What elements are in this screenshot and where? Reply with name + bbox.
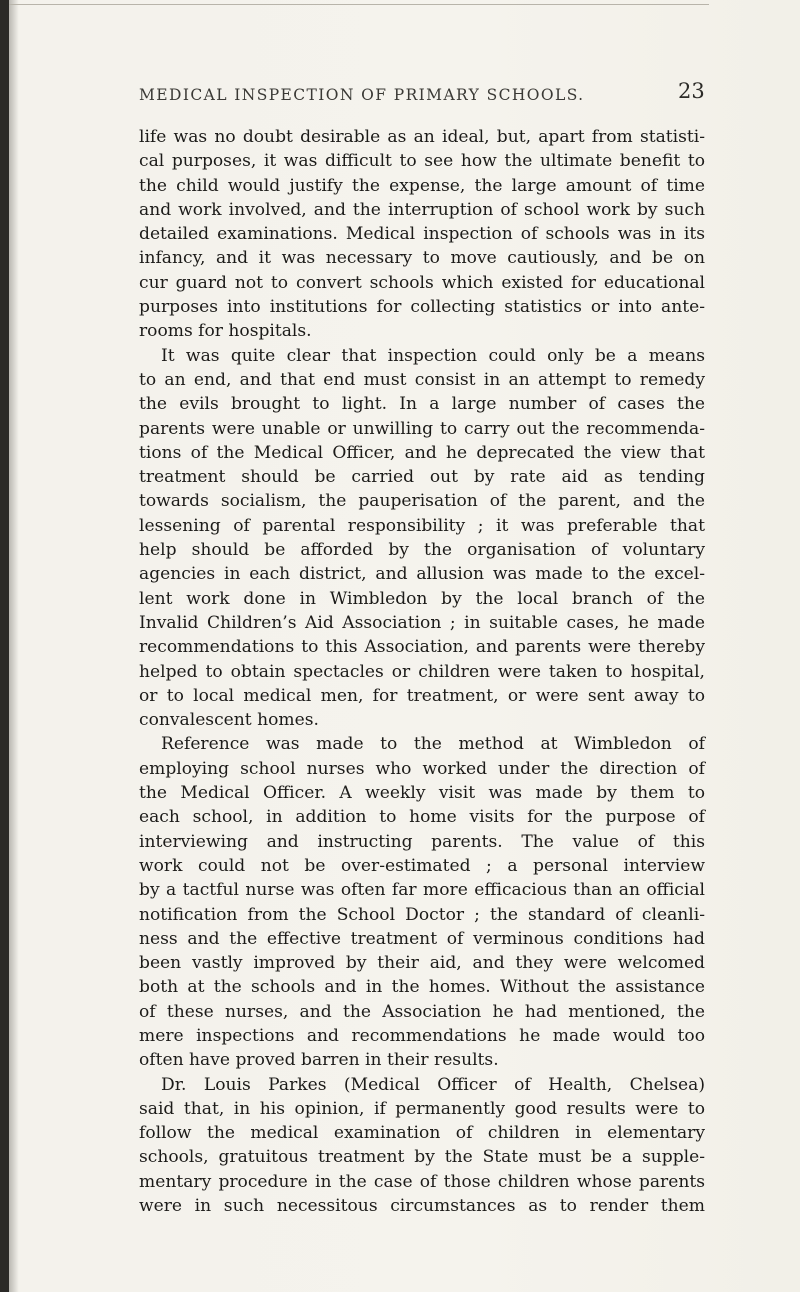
text-line: each school, in addition to home visits for the purpose of: [139, 807, 705, 828]
page-number: 23: [678, 79, 705, 103]
text-line: mentary procedure in the case of those children whose parents: [139, 1171, 705, 1192]
text-line: infancy, and it was necessary to move cautiously, and be on: [139, 248, 705, 269]
text-line: the Medical Officer. A weekly visit was made by them to: [139, 783, 705, 804]
text-line: It was quite clear that inspection could only be a means: [161, 345, 705, 366]
text-line: follow the medical examination of children in elementary: [139, 1123, 705, 1144]
text-line: tions of the Medical Officer, and he deprecated the view that: [139, 442, 705, 463]
text-line: lent work done in Wimbledon by the local branch of the: [139, 588, 705, 609]
text-line: purposes into institutions for collecting statistics or into ante-: [139, 297, 705, 318]
text-line: often have proved barren in their results.: [139, 1050, 499, 1071]
text-line: been vastly improved by their aid, and they were welcomed: [139, 953, 705, 974]
text-line: towards socialism, the pauperisation of the parent, and the: [139, 491, 705, 512]
binding-shadow: [9, 0, 19, 1292]
text-line: help should be afforded by the organisation of voluntary: [139, 540, 705, 561]
text-line: Invalid Children’s Aid Association ; in suitable cases, he made: [139, 612, 705, 633]
text-line: cur guard not to convert schools which existed for educational: [139, 272, 705, 293]
text-line: cal purposes, it was difficult to see how the ultimate benefit to: [139, 151, 705, 172]
text-line: recommendations to this Association, and parents were thereby: [139, 637, 705, 658]
binding-edge: [0, 0, 9, 1292]
top-rule: [9, 4, 709, 5]
text-line: notification from the School Doctor ; the standard of cleanli-: [139, 904, 705, 925]
text-line: work could not be over-estimated ; a personal interview: [139, 855, 705, 876]
text-line: Dr. Louis Parkes (Medical Officer of Health, Chelsea): [161, 1074, 705, 1095]
text-line: by a tactful nurse was often far more efficacious than an official: [139, 880, 705, 901]
text-line: helped to obtain spectacles or children were taken to hospital,: [139, 661, 705, 682]
text-line: convalescent homes.: [139, 710, 319, 731]
running-head: MEDICAL INSPECTION OF PRIMARY SCHOOLS.: [139, 86, 585, 104]
text-line: agencies in each district, and allusion was made to the excel-: [139, 564, 705, 585]
text-line: schools, gratuitous treatment by the State must be a supple-: [139, 1147, 705, 1168]
text-line: life was no doubt desirable as an ideal, but, apart from statisti-: [139, 127, 705, 147]
text-line: treatment should be carried out by rate aid as tending: [139, 467, 705, 488]
text-line: interviewing and instructing parents. The value of this: [139, 831, 705, 852]
text-line: were in such necessitous circumstances as to render them: [139, 1196, 705, 1217]
text-line: the evils brought to light. In a large number of cases the: [139, 394, 705, 415]
text-line: lessening of parental responsibility ; it was preferable that: [139, 515, 705, 536]
text-line: said that, in his opinion, if permanently good results were to: [139, 1098, 705, 1119]
text-line: ness and the effective treatment of verminous conditions had: [139, 928, 705, 949]
text-line: parents were unable or unwilling to carry out the recommenda-: [139, 418, 705, 439]
text-line: of these nurses, and the Association he had mentioned, the: [139, 1001, 705, 1022]
text-line: the child would justify the expense, the large amount of time: [139, 175, 705, 196]
text-line: mere inspections and recommendations he made would too: [139, 1025, 705, 1046]
text-line: rooms for hospitals.: [139, 321, 312, 342]
text-body: [139, 125, 705, 1218]
text-line: detailed examinations. Medical inspection of schools was in its: [139, 224, 705, 245]
text-line: both at the schools and in the homes. Without the assistance: [139, 977, 705, 998]
text-line: employing school nurses who worked under the direction of: [139, 758, 705, 779]
text-line: to an end, and that end must consist in an attempt to remedy: [139, 369, 705, 390]
text-line: and work involved, and the interruption of school work by such: [139, 199, 705, 220]
text-line: Reference was made to the method at Wimbledon of: [161, 734, 705, 755]
text-line: or to local medical men, for treatment, or were sent away to: [139, 685, 705, 706]
